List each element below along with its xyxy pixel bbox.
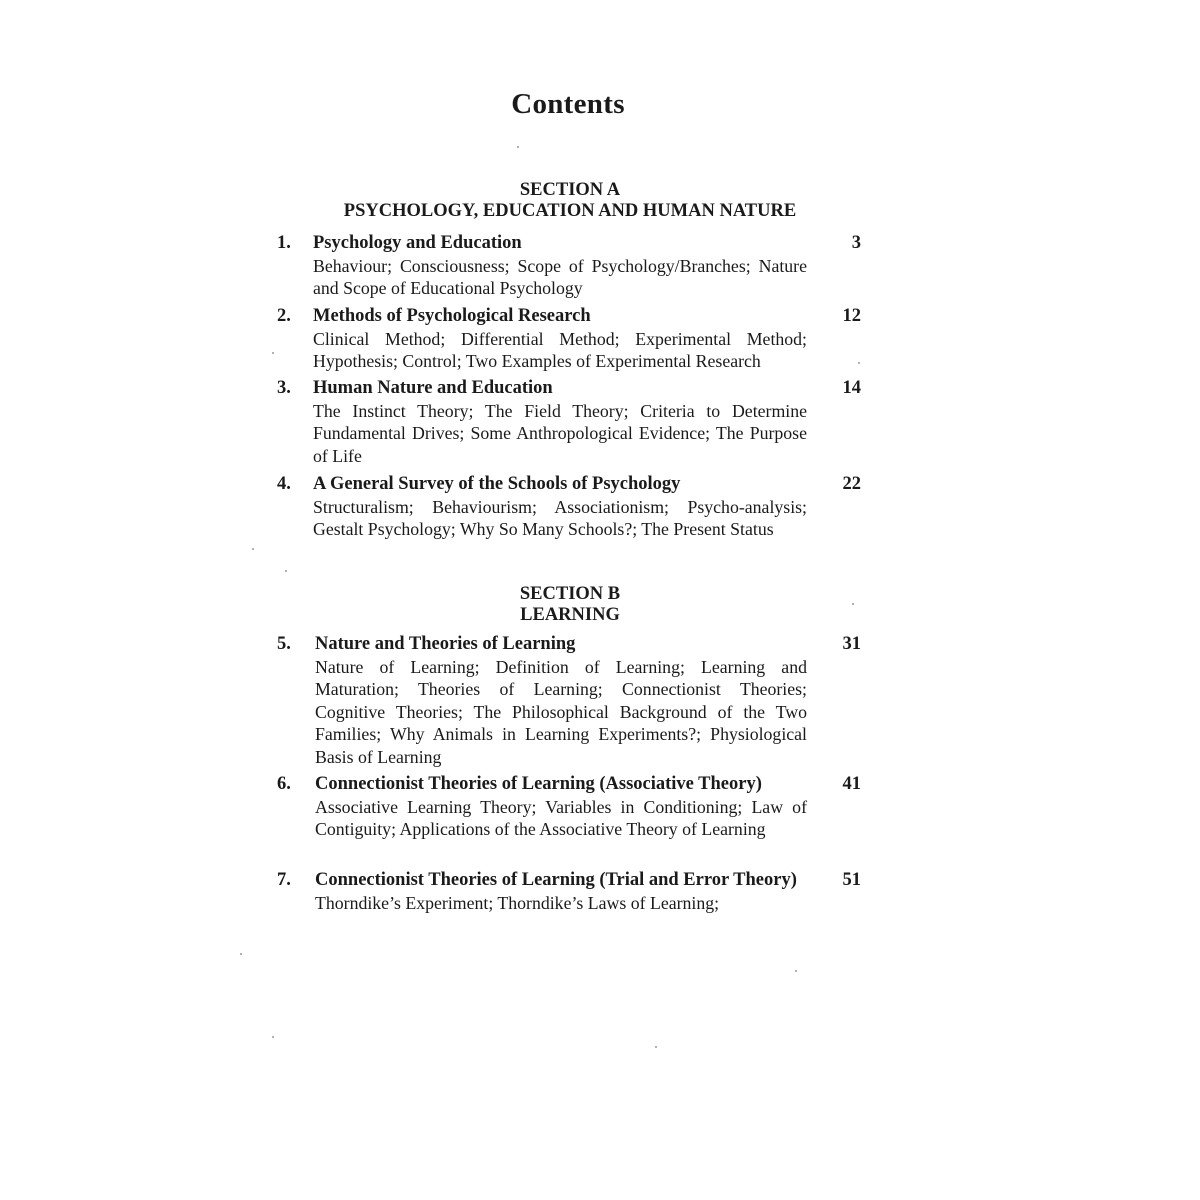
chapter-title: Human Nature and Education	[313, 378, 553, 398]
chapter-title: Methods of Psychological Research	[313, 306, 591, 326]
scan-speck	[655, 1046, 657, 1048]
page-number: 3	[851, 233, 861, 253]
page-number: 22	[842, 474, 861, 494]
chapter-title: Connectionist Theories of Learning (Associative Theory)	[315, 774, 762, 794]
chapter-number: 3.	[277, 378, 291, 398]
scan-speck	[240, 953, 242, 955]
scan-speck	[858, 362, 860, 364]
chapter-title: Nature and Theories of Learning	[315, 634, 576, 654]
scan-speck	[852, 603, 854, 605]
chapter-number: 6.	[277, 774, 291, 794]
chapter-number: 7.	[277, 870, 291, 890]
section-name: PSYCHOLOGY, EDUCATION AND HUMAN NATURE	[343, 201, 797, 221]
page-title: Contents	[511, 88, 625, 120]
chapter-number: 1.	[277, 233, 291, 253]
chapter-topics: Behaviour; Consciousness; Scope of Psychology/Branches; Nature and Scope of Educational Psychology	[313, 255, 807, 298]
section-a-heading	[0, 180, 1140, 222]
chapter-topics: Clinical Method; Differential Method; Experimental Method; Hypothesis; Control; Two Examples of Experimental Research	[313, 328, 807, 371]
scan-speck	[285, 570, 287, 572]
chapter-number: 4.	[277, 474, 291, 494]
chapter-title: Psychology and Education	[313, 233, 522, 253]
page-number: 31	[842, 634, 861, 654]
scan-speck	[795, 970, 797, 972]
section-b-heading	[0, 584, 1140, 626]
chapter-topics: Nature of Learning; Definition of Learning; Learning and Maturation; Theories of Learning; Connectionist Theories; Cognitive Theories; The Philosophical Background of the Two Families; Why Animals in Learning Experiments?; Physiological Basis of Learning	[315, 656, 807, 767]
chapter-number: 5.	[277, 634, 291, 654]
scan-speck	[252, 548, 254, 550]
scan-speck	[517, 146, 519, 148]
chapter-number: 2.	[277, 306, 291, 326]
page-number: 12	[842, 306, 861, 326]
chapter-topics: Thorndike’s Experiment; Thorndike’s Laws of Learning;	[315, 892, 720, 913]
chapter-topics: The Instinct Theory; The Field Theory; Criteria to Determine Fundamental Drives; Some Anthropological Evidence; The Purpose of Life	[313, 400, 807, 466]
section-label: SECTION A	[519, 180, 621, 200]
chapter-title: Connectionist Theories of Learning (Trial and Error Theory)	[315, 870, 797, 890]
page-number: 14	[842, 378, 861, 398]
chapter-topics: Structuralism; Behaviourism; Associationism; Psycho-analysis; Gestalt Psychology; Why So Many Schools?; The Present Status	[313, 496, 807, 539]
scan-speck	[272, 1036, 274, 1038]
scan-speck	[272, 352, 274, 354]
chapter-topics: Associative Learning Theory; Variables in Conditioning; Law of Contiguity; Applications of the Associative Theory of Learning	[315, 796, 807, 839]
page-number: 41	[842, 774, 861, 794]
section-name: LEARNING	[520, 605, 620, 625]
section-label: SECTION B	[519, 584, 621, 604]
page-number: 51	[842, 870, 861, 890]
chapter-title: A General Survey of the Schools of Psychology	[313, 474, 681, 494]
